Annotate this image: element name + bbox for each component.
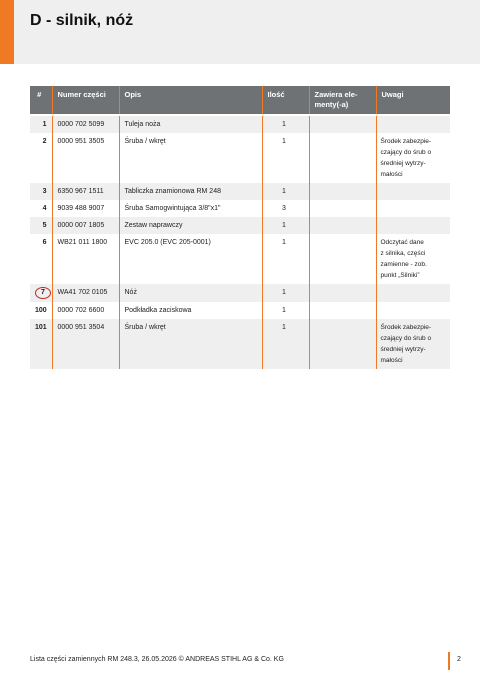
row-notes bbox=[376, 302, 450, 319]
row-contains bbox=[309, 234, 376, 284]
header-part-number: Numer części bbox=[52, 86, 119, 114]
header-num: # bbox=[30, 86, 52, 114]
row-description: Śruba Samogwintująca 3/8"x1" bbox=[119, 200, 262, 217]
row-part-number: 0000 007 1805 bbox=[52, 217, 119, 234]
table-row bbox=[30, 217, 450, 234]
row-quantity: 1 bbox=[262, 234, 309, 284]
table-row bbox=[30, 284, 450, 302]
row-notes bbox=[376, 200, 450, 217]
row-description: Tabliczka znamionowa RM 248 bbox=[119, 183, 262, 200]
row-quantity: 1 bbox=[262, 302, 309, 319]
row-quantity: 1 bbox=[262, 183, 309, 200]
row-part-number: 0000 702 6600 bbox=[52, 302, 119, 319]
row-notes bbox=[376, 183, 450, 200]
row-num: 101 bbox=[30, 319, 52, 369]
row-contains bbox=[309, 200, 376, 217]
row-num: 1 bbox=[30, 116, 52, 133]
row-description: Śruba / wkręt bbox=[119, 319, 262, 369]
row-quantity: 1 bbox=[262, 284, 309, 302]
row-contains bbox=[309, 319, 376, 369]
page-title: D - silnik, nóż bbox=[30, 12, 134, 29]
row-description: Zestaw naprawczy bbox=[119, 217, 262, 234]
row-notes: Środek zabezpie- czający do śrub o średniej wytrzy- małości bbox=[376, 133, 450, 183]
row-part-number: WA41 702 0105 bbox=[52, 284, 119, 302]
table-row bbox=[30, 200, 450, 217]
row-description: Nóż bbox=[119, 284, 262, 302]
row-num: 5 bbox=[30, 217, 52, 234]
row-num: 2 bbox=[30, 133, 52, 183]
row-contains bbox=[309, 284, 376, 302]
row-contains bbox=[309, 217, 376, 234]
row-quantity: 3 bbox=[262, 200, 309, 217]
row-notes: Odczytać dane z silnika, części zamienne - zob. punkt „Silniki” bbox=[376, 234, 450, 284]
row-num: 6 bbox=[30, 234, 52, 284]
row-part-number: 0000 702 5099 bbox=[52, 116, 119, 133]
row-quantity: 1 bbox=[262, 217, 309, 234]
row-description: Podkładka zaciskowa bbox=[119, 302, 262, 319]
row-num bbox=[30, 284, 52, 302]
row-notes: Środek zabezpie- czający do śrub o średniej wytrzy- małości bbox=[376, 319, 450, 369]
header-accent-bar bbox=[0, 0, 14, 64]
row-part-number: 0000 951 3505 bbox=[52, 133, 119, 183]
row-part-number: 9039 488 9007 bbox=[52, 200, 119, 217]
row-part-number: WB21 011 1800 bbox=[52, 234, 119, 284]
row-contains bbox=[309, 133, 376, 183]
row-quantity: 1 bbox=[262, 319, 309, 369]
footer-divider bbox=[448, 652, 450, 670]
row-description: Tuleja noża bbox=[119, 116, 262, 133]
row-notes bbox=[376, 284, 450, 302]
table-row bbox=[30, 234, 450, 284]
table-row bbox=[30, 116, 450, 133]
table-row bbox=[30, 183, 450, 200]
footer-text: Lista części zamiennych RM 248.3, 26.05.2026 © ANDREAS STIHL AG & Co. KG bbox=[30, 656, 284, 663]
table-row bbox=[30, 133, 450, 183]
row-contains bbox=[309, 183, 376, 200]
parts-table bbox=[30, 86, 450, 369]
page-number: 2 bbox=[457, 656, 461, 663]
table-header-row bbox=[30, 86, 450, 114]
circled-item-number: 7 bbox=[35, 287, 51, 299]
row-num: 100 bbox=[30, 302, 52, 319]
row-quantity: 1 bbox=[262, 116, 309, 133]
row-quantity: 1 bbox=[262, 133, 309, 183]
header-band bbox=[0, 0, 480, 64]
row-part-number: 6350 967 1511 bbox=[52, 183, 119, 200]
row-num: 4 bbox=[30, 200, 52, 217]
table-row bbox=[30, 302, 450, 319]
row-contains bbox=[309, 302, 376, 319]
row-contains bbox=[309, 116, 376, 133]
header-quantity: Ilość bbox=[262, 86, 309, 114]
header-notes: Uwagi bbox=[376, 86, 450, 114]
table-row bbox=[30, 319, 450, 369]
row-description: EVC 205.0 (EVC 205-0001) bbox=[119, 234, 262, 284]
row-part-number: 0000 951 3504 bbox=[52, 319, 119, 369]
header-description: Opis bbox=[119, 86, 262, 114]
header-contains: Zawiera ele- menty(-a) bbox=[309, 86, 376, 114]
row-num: 3 bbox=[30, 183, 52, 200]
row-notes bbox=[376, 217, 450, 234]
row-notes bbox=[376, 116, 450, 133]
row-description: Śruba / wkręt bbox=[119, 133, 262, 183]
